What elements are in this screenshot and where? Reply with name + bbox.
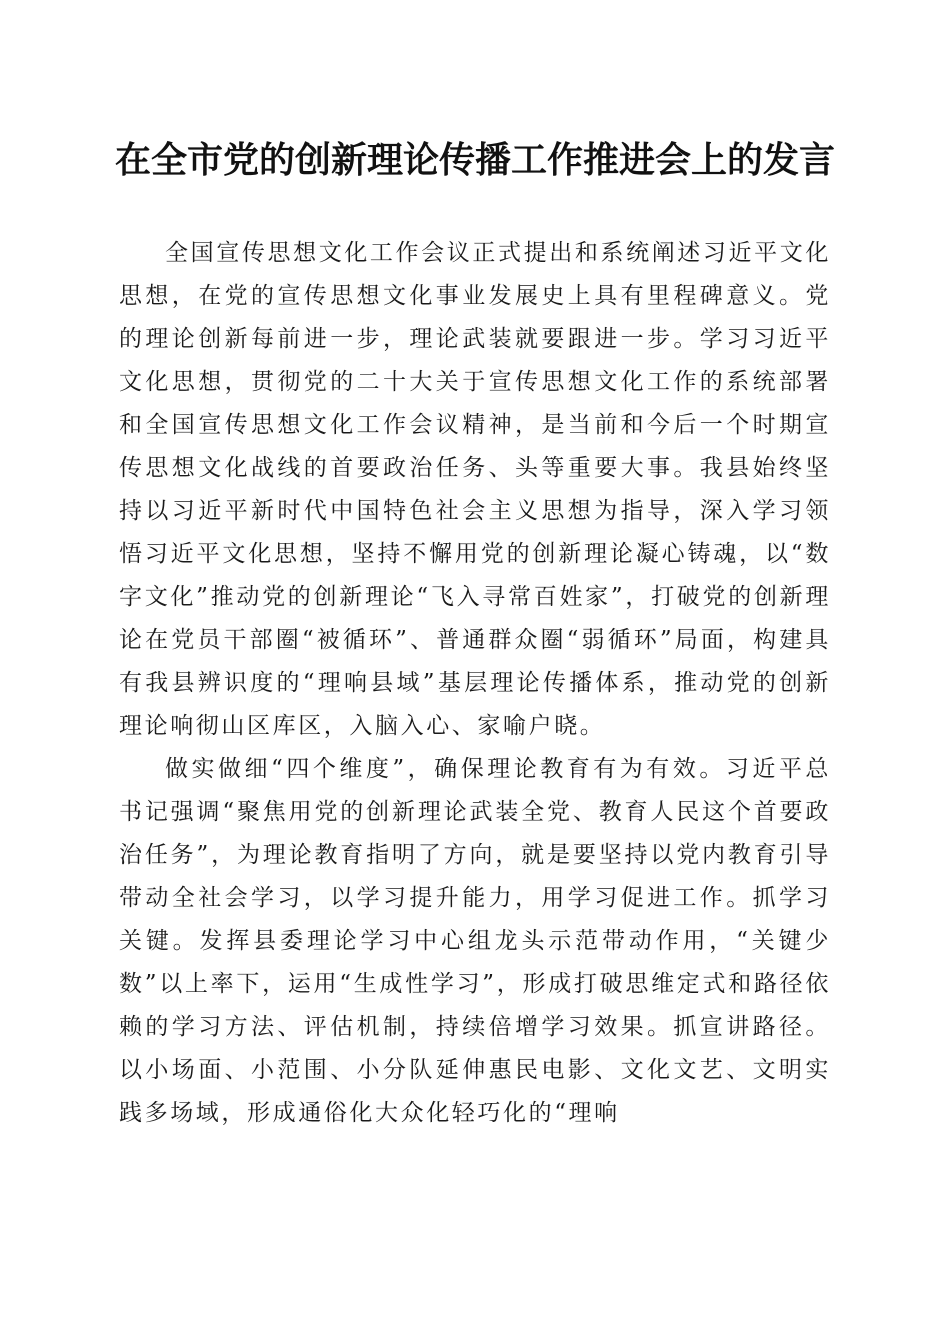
paragraph: 做实做细“四个维度”，确保理论教育有为有效。习近平总书记强调“聚焦用党的创新理论武装全党、教育人民这个首要政治任务”，为理论教育指明了方向，就是要坚持以党内教育引导带动全社会学习，以学习提升能力，用学习促进工作。抓学习关键。发挥县委理论学习中心组龙头示范带动作用，“关键少数”以上率下，运用“生成性学习”，形成打破思维定式和路径依赖的学习方法、评估机制，持续倍增学习效果。抓宣讲路径。以小场面、小范围、小分队延伸惠民电影、文化文艺、文明实践多场域，形成通俗化大众化轻巧化的“理响: [119, 756, 831, 1126]
paragraph: 全国宣传思想文化工作会议正式提出和系统阐述习近平文化思想，在党的宣传思想文化事业发展史上具有里程碑意义。党的理论创新每前进一步，理论武装就要跟进一步。学习习近平文化思想，贯彻党的二十大关于宣传思想文化工作的系统部署和全国宣传思想文化工作会议精神，是当前和今后一个时期宣传思想文化战线的首要政治任务、头等重要大事。我县始终坚持以习近平新时代中国特色社会主义思想为指导，深入学习领悟习近平文化思想，坚持不懈用党的创新理论凝心铸魂，以“数字文化”推动党的创新理论“飞入寻常百姓家”，打破党的创新理论在党员干部圈“被循环”、普通群众圈“弱循环”局面，构建具有我县辨识度的“理响县域”基层理论传播体系，推动党的创新理论响彻山区库区，入脑入心、家喻户晓。: [119, 240, 831, 739]
document-body: [119, 232, 831, 1135]
document-title: 在全市党的创新理论传播工作推进会上的发言: [114, 139, 835, 181]
